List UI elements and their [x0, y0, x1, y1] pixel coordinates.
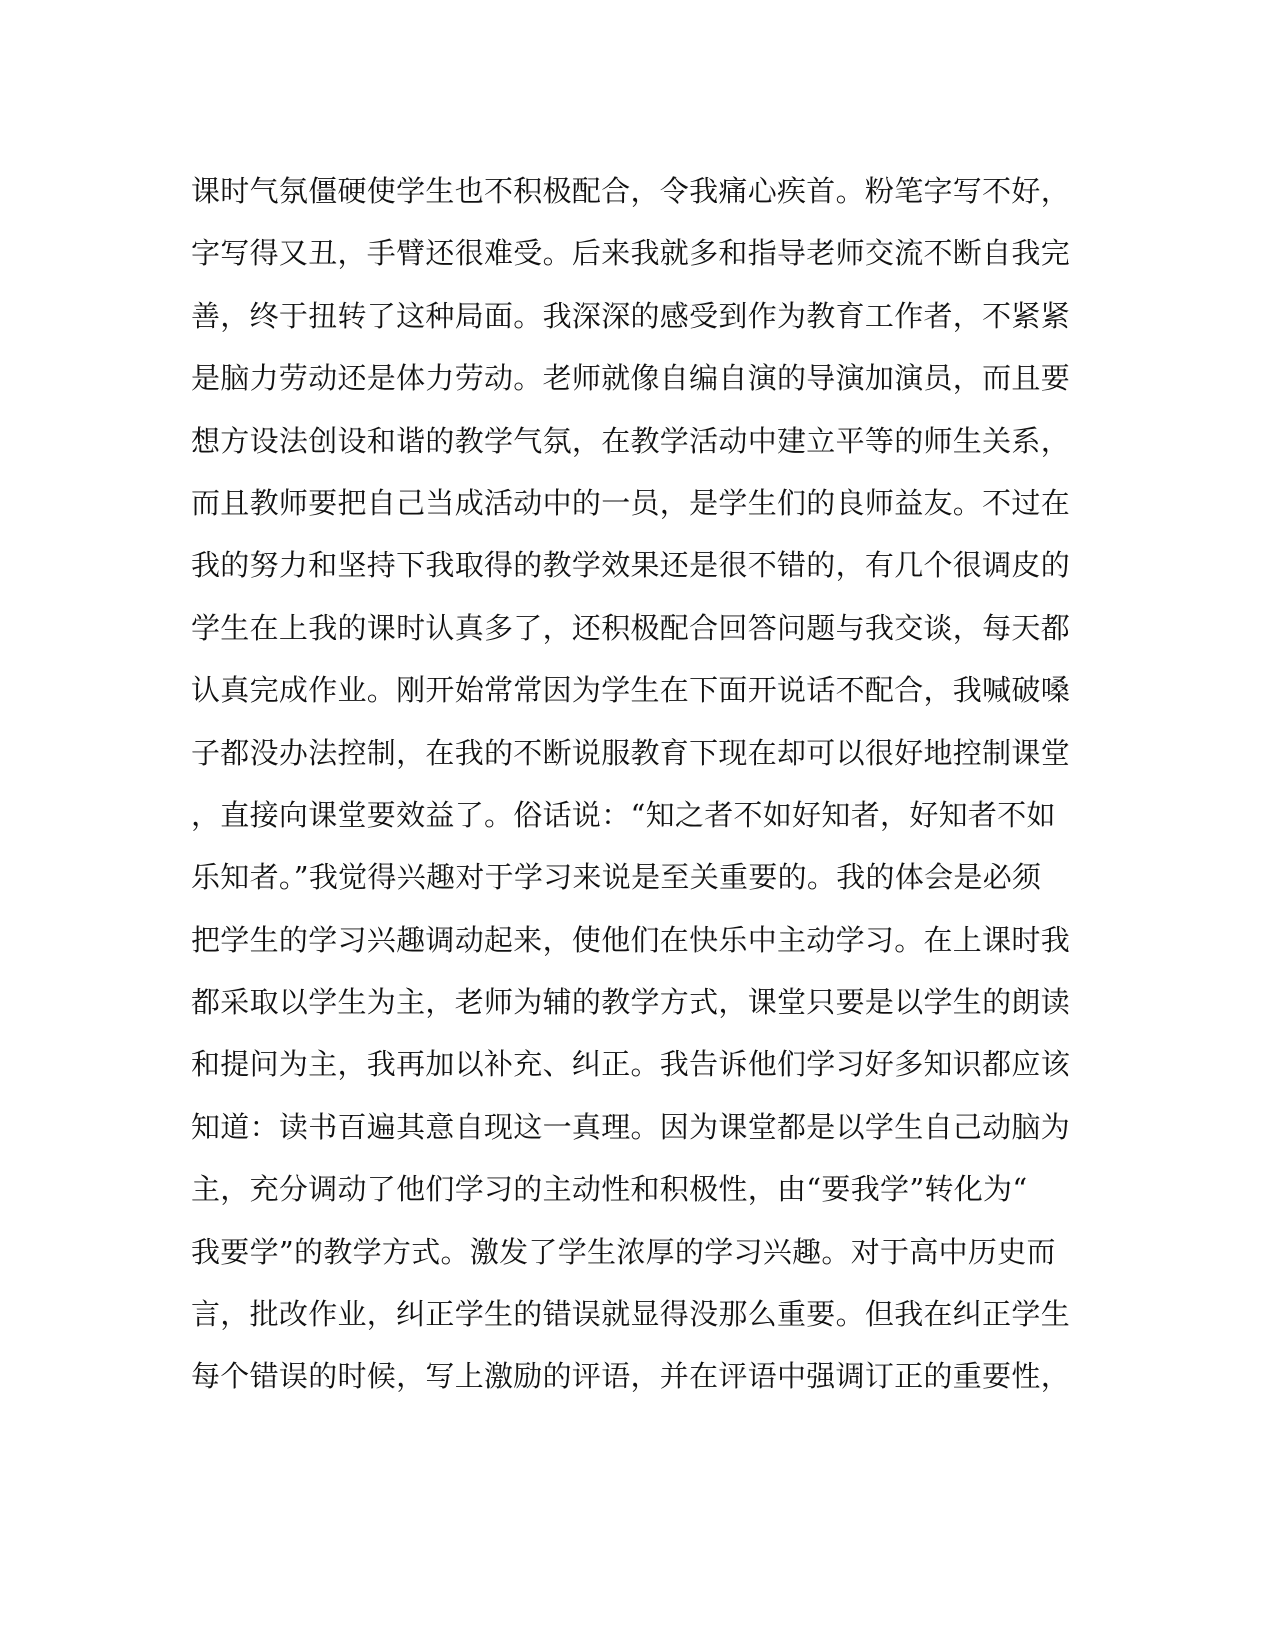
text-line: 是脑力劳动还是体力劳动。老师就像自编自演的导演加演员，而且要 [191, 361, 1071, 396]
text-line: 主，充分调动了他们学习的主动性和积极性，由“要我学”转化为“ [191, 1172, 1028, 1207]
text-line: 学生在上我的课时认真多了，还积极配合回答问题与我交谈，每天都 [191, 610, 1071, 645]
text-line: 乐知者。”我觉得兴趣对于学习来说是至关重要的。我的体会是必须 [191, 860, 1042, 895]
text-line: 想方设法创设和谐的教学气氛，在教学活动中建立平等的师生关系， [191, 423, 1071, 458]
body-text [191, 160, 1071, 1408]
text-line: 我的努力和坚持下我取得的教学效果还是很不错的，有几个很调皮的 [191, 548, 1071, 583]
text-line: 每个错误的时候，写上激励的评语，并在评语中强调订正的重要性， [191, 1359, 1071, 1394]
text-line: 都采取以学生为主，老师为辅的教学方式，课堂只要是以学生的朗读 [191, 985, 1071, 1020]
text-line: 知道：读书百遍其意自现这一真理。因为课堂都是以学生自己动脑为 [191, 1109, 1071, 1144]
text-line: 我要学”的教学方式。激发了学生浓厚的学习兴趣。对于高中历史而 [191, 1234, 1056, 1269]
text-line: 善，终于扭转了这种局面。我深深的感受到作为教育工作者，不紧紧 [191, 298, 1071, 333]
text-line: 和提问为主，我再加以补充、纠正。我告诉他们学习好多知识都应该 [191, 1047, 1071, 1082]
text-line: 子都没办法控制，在我的不断说服教育下现在却可以很好地控制课堂 [191, 735, 1071, 770]
text-line: 认真完成作业。刚开始常常因为学生在下面开说话不配合，我喊破嗓 [191, 673, 1071, 708]
text-line: 课时气氛僵硬使学生也不积极配合，令我痛心疾首。粉笔字写不好， [191, 174, 1071, 208]
text-line: 把学生的学习兴趣调动起来，使他们在快乐中主动学习。在上课时我 [191, 922, 1071, 957]
text-line: 而且教师要把自己当成活动中的一员，是学生们的良师益友。不过在 [191, 485, 1071, 520]
text-line: 言，批改作业，纠正学生的错误就显得没那么重要。但我在纠正学生 [191, 1297, 1071, 1332]
text-line: 字写得又丑，手臂还很难受。后来我就多和指导老师交流不断自我完 [191, 236, 1071, 271]
text-line: ，直接向课堂要效益了。俗话说：“知之者不如好知者，好知者不如 [191, 797, 1056, 832]
